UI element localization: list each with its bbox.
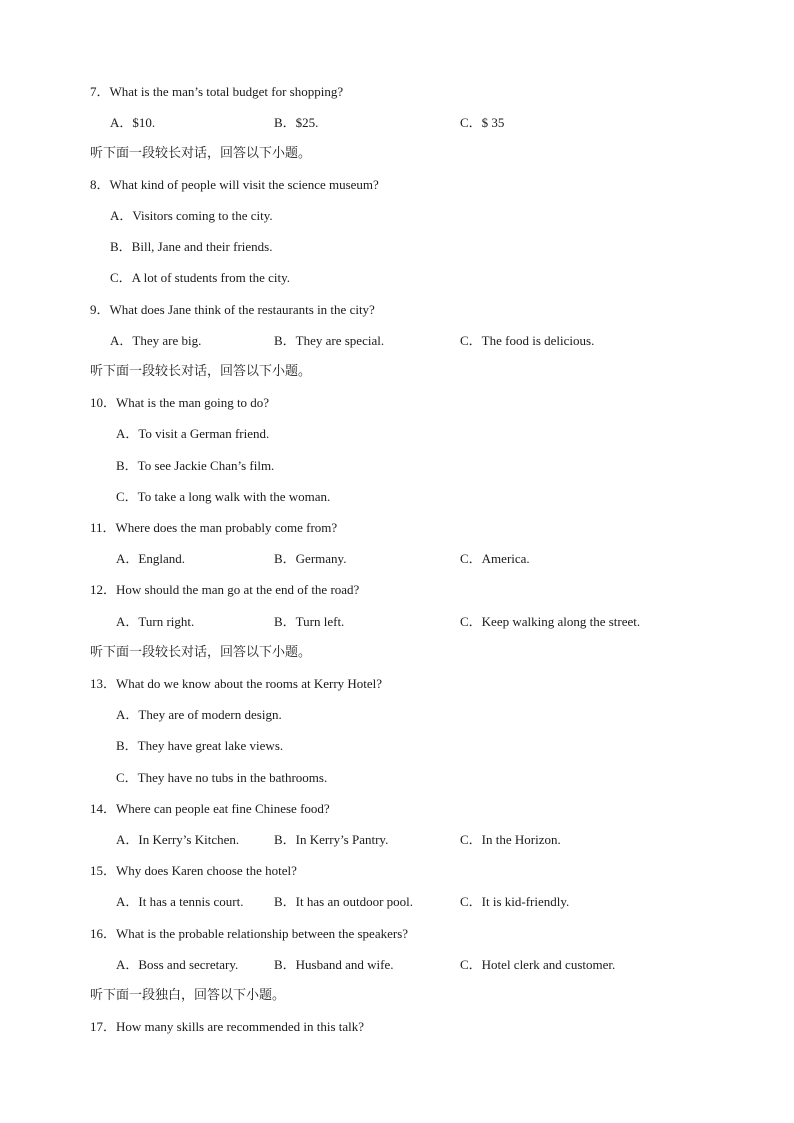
question-14-option-b: B．In Kerry’s Pantry. [274,832,389,847]
question-14-stem: 14．Where can people eat fine Chinese food? [90,801,330,816]
question-12-option-c: C．Keep walking along the street. [460,614,641,629]
question-9-option-a: A．They are big. [110,333,202,348]
question-15-option-a: A．It has a tennis court. [116,894,244,909]
question-15-option-c: C．It is kid-friendly. [460,894,570,909]
question-16-option-a: A．Boss and secretary. [116,957,239,972]
question-11-option-a: A．England. [116,551,185,566]
question-14-option-c: C．In the Horizon. [460,832,561,847]
question-12-option-b: B．Turn left. [274,614,345,629]
question-8-option-b: B．Bill, Jane and their friends. [110,239,273,254]
question-11-option-c: C．America. [460,551,530,566]
question-16-option-b: B．Husband and wife. [274,957,394,972]
question-9-stem: 9．What does Jane think of the restaurants in the city? [90,302,375,317]
question-7-option-a: A．$10. [110,115,156,130]
question-17-stem: 17．How many skills are recommended in this talk? [90,1019,365,1034]
question-7-stem: 7．What is the man’s total budget for shopping? [90,84,344,99]
question-10-option-c: C．To take a long walk with the woman. [116,489,331,504]
question-16-option-c: C．Hotel clerk and customer. [460,957,616,972]
question-10-option-b: B．To see Jackie Chan’s film. [116,458,275,473]
question-13-option-c: C．They have no tubs in the bathrooms. [116,770,328,785]
question-12-stem: 12．How should the man go at the end of the road? [90,582,360,597]
section-instruction-4: 听下面一段独白，回答以下小题。 [90,988,286,1003]
section-instruction-3: 听下面一段较长对话，回答以下小题。 [90,645,312,660]
question-16-stem: 16．What is the probable relationship between the speakers? [90,926,409,941]
question-13-option-a: A．They are of modern design. [116,707,282,722]
question-10-option-a: A．To visit a German friend. [116,426,270,441]
question-13-stem: 13．What do we know about the rooms at Kerry Hotel? [90,676,383,691]
question-13-option-b: B．They have great lake views. [116,738,284,753]
question-8-option-c: C．A lot of students from the city. [110,270,291,285]
section-instruction-2: 听下面一段较长对话，回答以下小题。 [90,364,312,379]
question-12-option-a: A．Turn right. [116,614,195,629]
question-9-option-b: B．They are special. [274,333,385,348]
question-7-option-c: C．$ 35 [460,115,505,130]
question-8-option-a: A．Visitors coming to the city. [110,208,273,223]
question-11-option-b: B．Germany. [274,551,347,566]
question-10-stem: 10．What is the man going to do? [90,395,270,410]
question-7-option-b: B．$25. [274,115,319,130]
question-15-option-b: B．It has an outdoor pool. [274,894,414,909]
question-14-option-a: A．In Kerry’s Kitchen. [116,832,240,847]
section-instruction-1: 听下面一段较长对话，回答以下小题。 [90,146,312,161]
question-9-option-c: C．The food is delicious. [460,333,595,348]
question-11-stem: 11．Where does the man probably come from? [90,520,338,535]
question-8-stem: 8．What kind of people will visit the science museum? [90,177,379,192]
question-15-stem: 15．Why does Karen choose the hotel? [90,863,297,878]
